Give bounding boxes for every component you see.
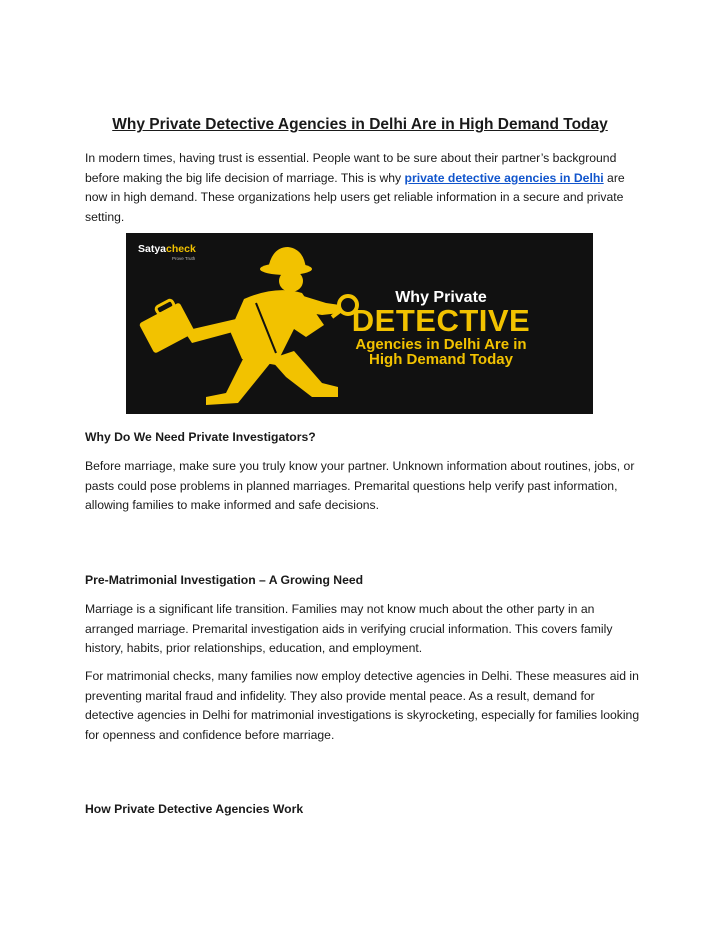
banner-line-3: Agencies in Delhi Are in (355, 336, 527, 353)
section-paragraph-need-investigators: Before marriage, make sure you truly know your partner. Unknown information about routines, jobs, or pasts could pose problems in planned marriages. Premarital questions help verify past information, allowing families to make informed and safe decisions. (85, 459, 635, 512)
intro-paragraph (85, 149, 645, 227)
section-heading-pre-matrimonial: Pre-Matrimonial Investigation – A Growing Need (85, 573, 364, 587)
brand-logo: Satyacheck (138, 243, 196, 255)
section-paragraph-pre-matrimonial-1: Marriage is a significant life transition. Families may not know much about the other party in an arranged marriage. Premarital investigation aids in verifying crucial information. This covers family history, habits, prior relationships, education, and employment. (85, 602, 613, 655)
section-paragraph-pre-matrimonial-2: For matrimonial checks, many families now employ detective agencies in Delhi. These measures aid in preventing marital fraud and infidelity. They also provide mental peace. As a result, demand for detective agencies in Delhi for matrimonial investigations is skyrocketing, especially for families looking for openness and confidence before marriage. (85, 669, 640, 742)
page-title: Why Private Detective Agencies in Delhi Are in High Demand Today (112, 116, 608, 133)
intro-text-after: are now in high demand. These organizations help users get reliable information in a secure and private setting. (85, 170, 625, 224)
section-heading-how-agencies-work: How Private Detective Agencies Work (85, 802, 304, 816)
intro-text-before: In modern times, having trust is essential. People want to be sure about their partner’s background before making the big life decision of marriage. This is why (85, 151, 617, 185)
detective-agencies-link[interactable]: private detective agencies in Delhi (404, 170, 604, 185)
section-heading-need-investigators: Why Do We Need Private Investigators? (85, 430, 316, 444)
banner-line-4: High Demand Today (369, 351, 513, 368)
banner-line-2: DETECTIVE (351, 303, 531, 338)
article-banner-image (126, 233, 593, 414)
brand-tagline: Prove Truth (172, 256, 196, 261)
banner-line-1: Why Private (395, 289, 487, 306)
